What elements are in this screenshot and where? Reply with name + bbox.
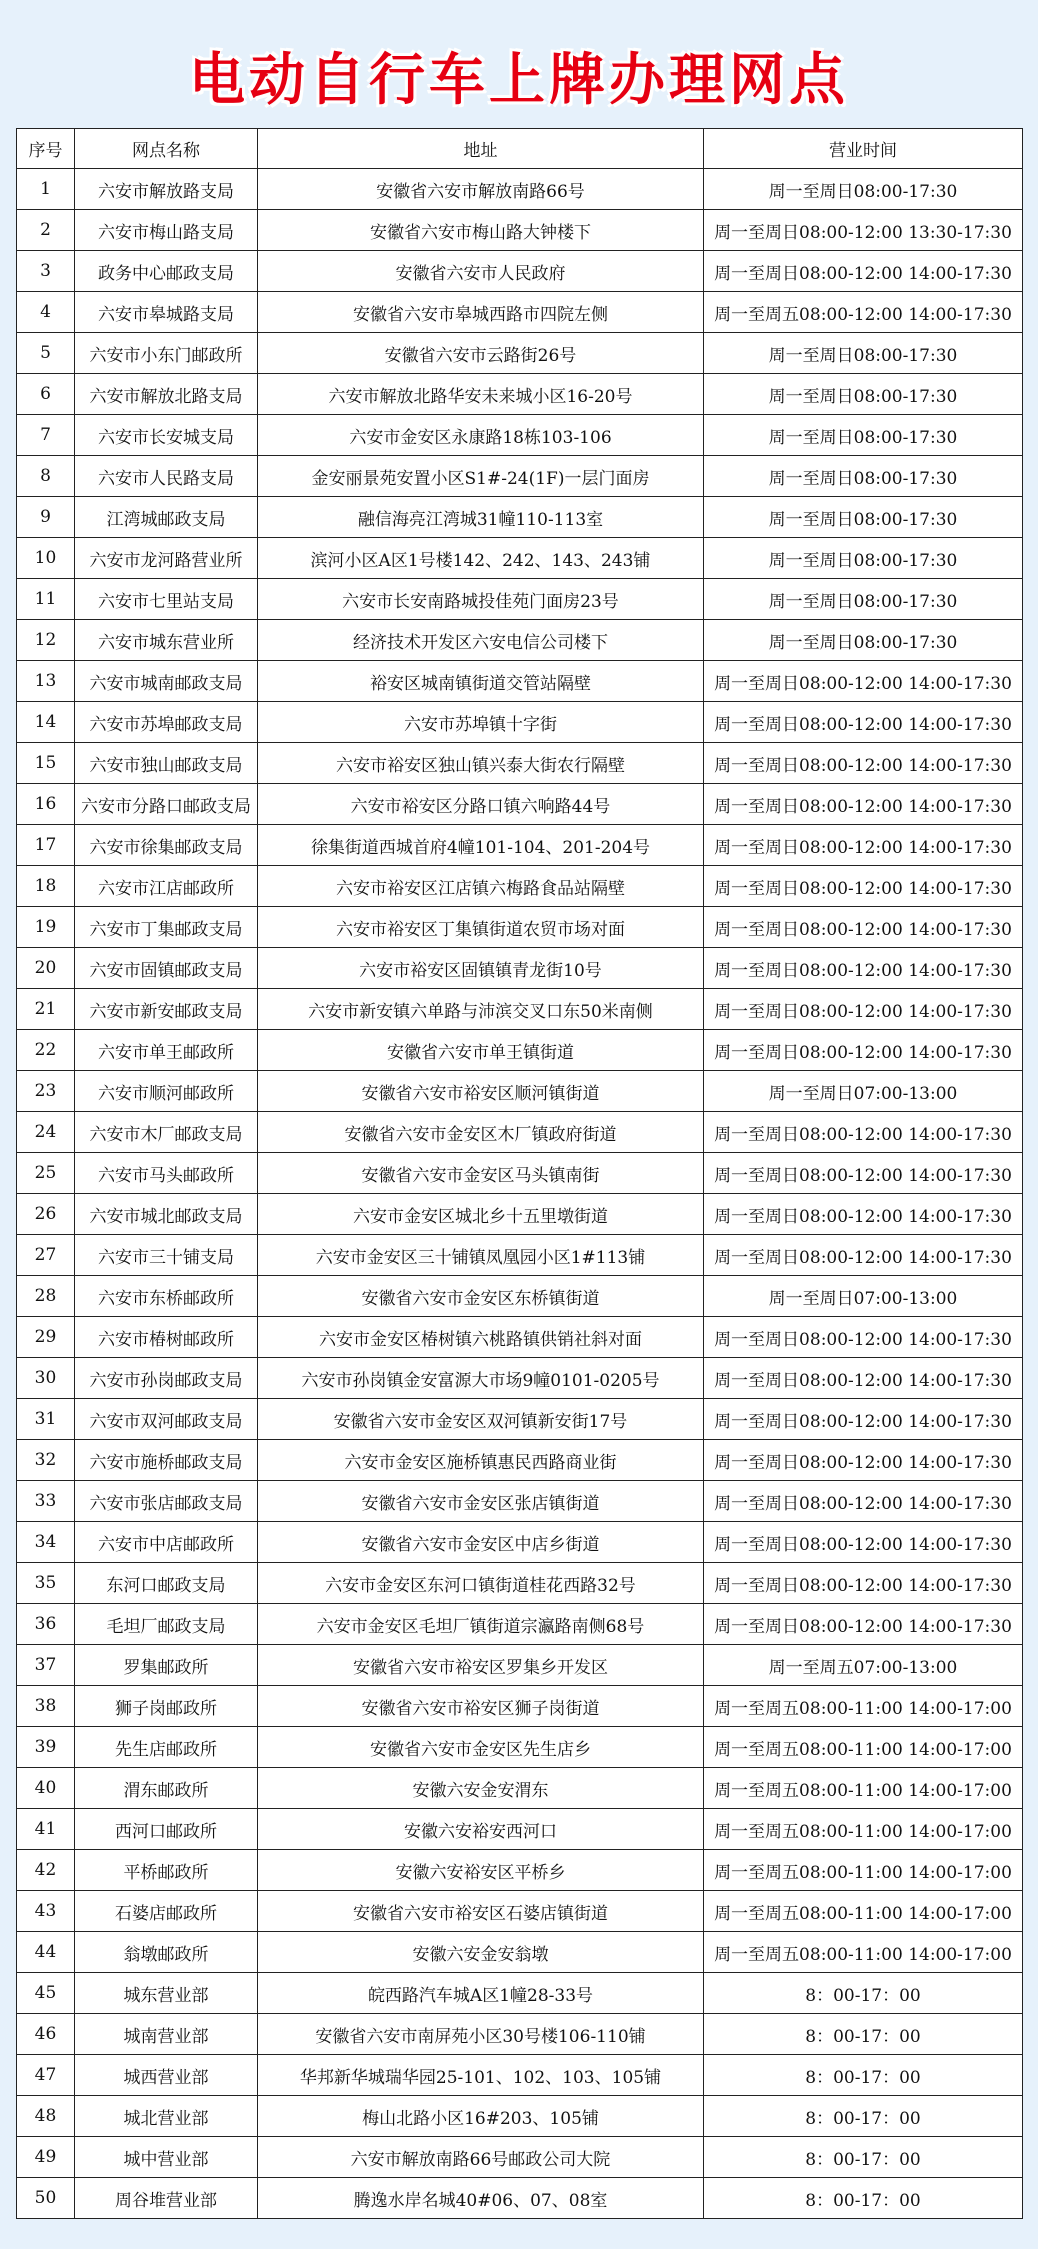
row-address: 安徽六安金安翁墩 — [258, 1932, 704, 1973]
row-outlet-name: 城南营业部 — [75, 2014, 258, 2055]
row-index: 11 — [17, 579, 75, 620]
row-outlet-name: 六安市单王邮政所 — [75, 1030, 258, 1071]
row-address: 安徽六安裕安西河口 — [258, 1809, 704, 1850]
table-row — [17, 210, 1023, 251]
row-address: 安徽省六安市金安区东桥镇街道 — [258, 1276, 704, 1317]
table-row — [17, 1604, 1023, 1645]
row-outlet-name: 罗集邮政所 — [75, 1645, 258, 1686]
table-row — [17, 1522, 1023, 1563]
row-outlet-name: 六安市江店邮政所 — [75, 866, 258, 907]
row-index: 10 — [17, 538, 75, 579]
table-row — [17, 1563, 1023, 1604]
row-hours: 周一至周日08:00-12:00 14:00-17:30 — [704, 907, 1023, 948]
row-index: 27 — [17, 1235, 75, 1276]
header-hours: 营业时间 — [704, 129, 1023, 169]
row-outlet-name: 翁墩邮政所 — [75, 1932, 258, 1973]
row-index: 25 — [17, 1153, 75, 1194]
row-outlet-name: 六安市固镇邮政支局 — [75, 948, 258, 989]
row-hours: 周一至周日08:00-17:30 — [704, 456, 1023, 497]
row-hours: 周一至周日08:00-12:00 14:00-17:30 — [704, 989, 1023, 1030]
row-address: 安徽省六安市皋城西路市四院左侧 — [258, 292, 704, 333]
table-row — [17, 620, 1023, 661]
row-hours: 周一至周日08:00-17:30 — [704, 620, 1023, 661]
table-row — [17, 907, 1023, 948]
row-outlet-name: 六安市中店邮政所 — [75, 1522, 258, 1563]
row-hours: 周一至周五08:00-11:00 14:00-17:00 — [704, 1891, 1023, 1932]
row-hours: 周一至周日08:00-12:00 14:00-17:30 — [704, 866, 1023, 907]
row-hours: 8：00-17：00 — [704, 2014, 1023, 2055]
table-row — [17, 1645, 1023, 1686]
row-index: 1 — [17, 169, 75, 210]
table-row — [17, 2137, 1023, 2178]
row-outlet-name: 六安市椿树邮政所 — [75, 1317, 258, 1358]
row-hours: 周一至周日08:00-12:00 14:00-17:30 — [704, 1481, 1023, 1522]
row-index: 23 — [17, 1071, 75, 1112]
table-row — [17, 2055, 1023, 2096]
table-row — [17, 866, 1023, 907]
row-outlet-name: 六安市解放路支局 — [75, 169, 258, 210]
table-row — [17, 1850, 1023, 1891]
table-row — [17, 1112, 1023, 1153]
row-index: 44 — [17, 1932, 75, 1973]
row-address: 安徽省六安市梅山路大钟楼下 — [258, 210, 704, 251]
row-address: 经济技术开发区六安电信公司楼下 — [258, 620, 704, 661]
table-row — [17, 784, 1023, 825]
row-address: 安徽省六安市裕安区石婆店镇街道 — [258, 1891, 704, 1932]
row-index: 19 — [17, 907, 75, 948]
table-row — [17, 415, 1023, 456]
row-address: 六安市金安区施桥镇惠民西路商业街 — [258, 1440, 704, 1481]
row-hours: 周一至周日08:00-12:00 14:00-17:30 — [704, 1235, 1023, 1276]
table-row — [17, 251, 1023, 292]
table-row — [17, 1891, 1023, 1932]
row-outlet-name: 先生店邮政所 — [75, 1727, 258, 1768]
row-hours: 8：00-17：00 — [704, 2096, 1023, 2137]
row-index: 45 — [17, 1973, 75, 2014]
row-outlet-name: 六安市双河邮政支局 — [75, 1399, 258, 1440]
row-outlet-name: 六安市皋城路支局 — [75, 292, 258, 333]
row-outlet-name: 毛坦厂邮政支局 — [75, 1604, 258, 1645]
row-index: 38 — [17, 1686, 75, 1727]
row-outlet-name: 石婆店邮政所 — [75, 1891, 258, 1932]
row-address: 六安市裕安区固镇镇青龙街10号 — [258, 948, 704, 989]
row-address: 安徽省六安市金安区中店乡街道 — [258, 1522, 704, 1563]
row-outlet-name: 六安市张店邮政支局 — [75, 1481, 258, 1522]
row-hours: 周一至周日08:00-17:30 — [704, 169, 1023, 210]
row-hours: 8：00-17：00 — [704, 1973, 1023, 2014]
row-hours: 周一至周五08:00-11:00 14:00-17:00 — [704, 1932, 1023, 1973]
row-hours: 周一至周日08:00-17:30 — [704, 374, 1023, 415]
row-address: 安徽省六安市裕安区狮子岗街道 — [258, 1686, 704, 1727]
row-index: 32 — [17, 1440, 75, 1481]
row-index: 41 — [17, 1809, 75, 1850]
row-outlet-name: 六安市龙河路营业所 — [75, 538, 258, 579]
table-row — [17, 1071, 1023, 1112]
row-outlet-name: 平桥邮政所 — [75, 1850, 258, 1891]
row-hours: 周一至周日08:00-12:00 14:00-17:30 — [704, 1604, 1023, 1645]
row-hours: 周一至周五08:00-11:00 14:00-17:00 — [704, 1768, 1023, 1809]
row-address: 安徽省六安市金安区双河镇新安街17号 — [258, 1399, 704, 1440]
row-hours: 周一至周日08:00-12:00 14:00-17:30 — [704, 825, 1023, 866]
table-row — [17, 825, 1023, 866]
row-outlet-name: 六安市顺河邮政所 — [75, 1071, 258, 1112]
row-hours: 周一至周五07:00-13:00 — [704, 1645, 1023, 1686]
row-index: 46 — [17, 2014, 75, 2055]
row-index: 16 — [17, 784, 75, 825]
row-address: 安徽省六安市云路街26号 — [258, 333, 704, 374]
row-index: 6 — [17, 374, 75, 415]
row-outlet-name: 六安市马头邮政所 — [75, 1153, 258, 1194]
table-row — [17, 1809, 1023, 1850]
row-outlet-name: 六安市苏埠邮政支局 — [75, 702, 258, 743]
row-address: 安徽省六安市金安区张店镇街道 — [258, 1481, 704, 1522]
row-address: 安徽省六安市单王镇街道 — [258, 1030, 704, 1071]
table-row — [17, 989, 1023, 1030]
row-address: 安徽省六安市裕安区顺河镇街道 — [258, 1071, 704, 1112]
row-index: 17 — [17, 825, 75, 866]
row-address: 腾逸水岸名城40#06、07、08室 — [258, 2178, 704, 2219]
row-hours: 周一至周日08:00-12:00 14:00-17:30 — [704, 784, 1023, 825]
row-address: 安徽省六安市金安区马头镇南街 — [258, 1153, 704, 1194]
row-outlet-name: 江湾城邮政支局 — [75, 497, 258, 538]
row-outlet-name: 六安市丁集邮政支局 — [75, 907, 258, 948]
row-outlet-name: 六安市独山邮政支局 — [75, 743, 258, 784]
table-row — [17, 1399, 1023, 1440]
table-row — [17, 579, 1023, 620]
row-index: 35 — [17, 1563, 75, 1604]
table-row — [17, 333, 1023, 374]
table-row — [17, 1358, 1023, 1399]
row-address: 融信海亮江湾城31幢110-113室 — [258, 497, 704, 538]
row-address: 六安市孙岗镇金安富源大市场9幢0101-0205号 — [258, 1358, 704, 1399]
row-hours: 周一至周日08:00-12:00 14:00-17:30 — [704, 1112, 1023, 1153]
row-outlet-name: 六安市小东门邮政所 — [75, 333, 258, 374]
row-outlet-name: 六安市梅山路支局 — [75, 210, 258, 251]
row-index: 29 — [17, 1317, 75, 1358]
row-address: 安徽六安金安渭东 — [258, 1768, 704, 1809]
row-address: 六安市裕安区丁集镇街道农贸市场对面 — [258, 907, 704, 948]
row-outlet-name: 渭东邮政所 — [75, 1768, 258, 1809]
table-row — [17, 948, 1023, 989]
table-row — [17, 1768, 1023, 1809]
row-hours: 周一至周日08:00-12:00 14:00-17:30 — [704, 1317, 1023, 1358]
row-index: 34 — [17, 1522, 75, 1563]
row-address: 安徽省六安市金安区木厂镇政府街道 — [258, 1112, 704, 1153]
row-index: 47 — [17, 2055, 75, 2096]
row-index: 48 — [17, 2096, 75, 2137]
row-hours: 周一至周日07:00-13:00 — [704, 1276, 1023, 1317]
row-outlet-name: 六安市新安邮政支局 — [75, 989, 258, 1030]
row-hours: 周一至周日08:00-12:00 14:00-17:30 — [704, 1153, 1023, 1194]
table-row — [17, 1932, 1023, 1973]
row-index: 18 — [17, 866, 75, 907]
row-hours: 周一至周日08:00-12:00 14:00-17:30 — [704, 948, 1023, 989]
row-outlet-name: 六安市三十铺支局 — [75, 1235, 258, 1276]
row-hours: 8：00-17：00 — [704, 2055, 1023, 2096]
row-address: 六安市裕安区分路口镇六响路44号 — [258, 784, 704, 825]
table-row — [17, 538, 1023, 579]
table-row — [17, 1153, 1023, 1194]
row-outlet-name: 政务中心邮政支局 — [75, 251, 258, 292]
row-hours: 8：00-17：00 — [704, 2178, 1023, 2219]
row-outlet-name: 西河口邮政所 — [75, 1809, 258, 1850]
outlet-table — [16, 128, 1023, 2219]
table-row — [17, 497, 1023, 538]
row-index: 9 — [17, 497, 75, 538]
table-row — [17, 292, 1023, 333]
row-index: 20 — [17, 948, 75, 989]
row-outlet-name: 城中营业部 — [75, 2137, 258, 2178]
row-hours: 周一至周五08:00-12:00 14:00-17:30 — [704, 292, 1023, 333]
row-outlet-name: 六安市孙岗邮政支局 — [75, 1358, 258, 1399]
row-index: 12 — [17, 620, 75, 661]
table-row — [17, 2178, 1023, 2219]
row-hours: 周一至周日08:00-17:30 — [704, 579, 1023, 620]
table-row — [17, 1317, 1023, 1358]
row-hours: 周一至周日08:00-12:00 14:00-17:30 — [704, 1563, 1023, 1604]
row-hours: 周一至周日08:00-17:30 — [704, 538, 1023, 579]
row-address: 徐集街道西城首府4幢101-104、201-204号 — [258, 825, 704, 866]
row-outlet-name: 六安市木厂邮政支局 — [75, 1112, 258, 1153]
row-outlet-name: 六安市城南邮政支局 — [75, 661, 258, 702]
row-address: 六安市金安区椿树镇六桃路镇供销社斜对面 — [258, 1317, 704, 1358]
table-row — [17, 1481, 1023, 1522]
header-name: 网点名称 — [75, 129, 258, 169]
row-address: 安徽省六安市南屏苑小区30号楼106-110铺 — [258, 2014, 704, 2055]
row-outlet-name: 周谷堆营业部 — [75, 2178, 258, 2219]
row-address: 六安市苏埠镇十字街 — [258, 702, 704, 743]
header-index: 序号 — [17, 129, 75, 169]
row-hours: 周一至周五08:00-11:00 14:00-17:00 — [704, 1809, 1023, 1850]
table-row — [17, 1440, 1023, 1481]
table-row — [17, 743, 1023, 784]
row-outlet-name: 六安市城东营业所 — [75, 620, 258, 661]
row-address: 六安市裕安区江店镇六梅路食品站隔壁 — [258, 866, 704, 907]
row-outlet-name: 狮子岗邮政所 — [75, 1686, 258, 1727]
row-outlet-name: 六安市长安城支局 — [75, 415, 258, 456]
row-outlet-name: 城西营业部 — [75, 2055, 258, 2096]
table-row — [17, 661, 1023, 702]
row-address: 安徽省六安市解放南路66号 — [258, 169, 704, 210]
table-row — [17, 1686, 1023, 1727]
row-address: 金安丽景苑安置小区S1#-24(1F)一层门面房 — [258, 456, 704, 497]
row-outlet-name: 城北营业部 — [75, 2096, 258, 2137]
row-index: 8 — [17, 456, 75, 497]
table-row — [17, 1030, 1023, 1071]
row-address: 六安市金安区三十铺镇凤凰园小区1#113铺 — [258, 1235, 704, 1276]
row-address: 六安市金安区城北乡十五里墩街道 — [258, 1194, 704, 1235]
row-index: 14 — [17, 702, 75, 743]
row-hours: 周一至周日08:00-12:00 14:00-17:30 — [704, 251, 1023, 292]
row-hours: 8：00-17：00 — [704, 2137, 1023, 2178]
row-address: 六安市裕安区独山镇兴泰大街农行隔壁 — [258, 743, 704, 784]
row-outlet-name: 六安市施桥邮政支局 — [75, 1440, 258, 1481]
row-index: 40 — [17, 1768, 75, 1809]
table-row — [17, 456, 1023, 497]
table-row — [17, 1973, 1023, 2014]
row-index: 42 — [17, 1850, 75, 1891]
row-address: 安徽省六安市人民政府 — [258, 251, 704, 292]
row-address: 六安市新安镇六单路与沛滨交叉口东50米南侧 — [258, 989, 704, 1030]
row-address: 六安市金安区东河口镇街道桂花西路32号 — [258, 1563, 704, 1604]
row-address: 皖西路汽车城A区1幢28-33号 — [258, 1973, 704, 2014]
row-address: 安徽六安裕安区平桥乡 — [258, 1850, 704, 1891]
row-hours: 周一至周日08:00-12:00 14:00-17:30 — [704, 743, 1023, 784]
row-index: 26 — [17, 1194, 75, 1235]
table-row — [17, 2096, 1023, 2137]
row-index: 5 — [17, 333, 75, 374]
row-hours: 周一至周日08:00-17:30 — [704, 497, 1023, 538]
row-hours: 周一至周日08:00-12:00 14:00-17:30 — [704, 1030, 1023, 1071]
row-address: 安徽省六安市金安区先生店乡 — [258, 1727, 704, 1768]
row-index: 50 — [17, 2178, 75, 2219]
row-index: 24 — [17, 1112, 75, 1153]
row-address: 六安市解放北路华安未来城小区16-20号 — [258, 374, 704, 415]
table-body — [17, 169, 1023, 2219]
row-outlet-name: 六安市徐集邮政支局 — [75, 825, 258, 866]
row-outlet-name: 六安市分路口邮政支局 — [75, 784, 258, 825]
row-index: 2 — [17, 210, 75, 251]
table-row — [17, 1194, 1023, 1235]
row-outlet-name: 六安市城北邮政支局 — [75, 1194, 258, 1235]
row-address: 梅山北路小区16#203、105铺 — [258, 2096, 704, 2137]
table-row — [17, 169, 1023, 210]
row-outlet-name: 东河口邮政支局 — [75, 1563, 258, 1604]
table-row — [17, 702, 1023, 743]
row-hours: 周一至周日08:00-12:00 14:00-17:30 — [704, 702, 1023, 743]
row-index: 30 — [17, 1358, 75, 1399]
row-hours: 周一至周五08:00-11:00 14:00-17:00 — [704, 1850, 1023, 1891]
row-hours: 周一至周日08:00-17:30 — [704, 333, 1023, 374]
row-index: 39 — [17, 1727, 75, 1768]
row-outlet-name: 六安市七里站支局 — [75, 579, 258, 620]
row-address: 滨河小区A区1号楼142、242、143、243铺 — [258, 538, 704, 579]
row-address: 六安市金安区永康路18栋103-106 — [258, 415, 704, 456]
header-address: 地址 — [258, 129, 704, 169]
table-row — [17, 374, 1023, 415]
table-row — [17, 2014, 1023, 2055]
row-index: 33 — [17, 1481, 75, 1522]
row-index: 21 — [17, 989, 75, 1030]
row-hours: 周一至周日08:00-12:00 14:00-17:30 — [704, 1358, 1023, 1399]
row-address: 六安市金安区毛坦厂镇街道宗瀛路南侧68号 — [258, 1604, 704, 1645]
row-hours: 周一至周日08:00-12:00 14:00-17:30 — [704, 1399, 1023, 1440]
row-outlet-name: 六安市人民路支局 — [75, 456, 258, 497]
row-index: 3 — [17, 251, 75, 292]
row-index: 37 — [17, 1645, 75, 1686]
row-hours: 周一至周五08:00-11:00 14:00-17:00 — [704, 1686, 1023, 1727]
row-index: 4 — [17, 292, 75, 333]
row-address: 六安市解放南路66号邮政公司大院 — [258, 2137, 704, 2178]
row-hours: 周一至周日08:00-17:30 — [704, 415, 1023, 456]
row-index: 7 — [17, 415, 75, 456]
row-outlet-name: 城东营业部 — [75, 1973, 258, 2014]
row-address: 裕安区城南镇街道交管站隔壁 — [258, 661, 704, 702]
row-address: 六安市长安南路城投佳苑门面房23号 — [258, 579, 704, 620]
row-index: 36 — [17, 1604, 75, 1645]
page-title: 电动自行车上牌办理网点 — [189, 48, 849, 113]
table-row — [17, 1727, 1023, 1768]
row-hours: 周一至周日08:00-12:00 13:30-17:30 — [704, 210, 1023, 251]
table-header-row — [17, 129, 1023, 169]
row-outlet-name: 六安市东桥邮政所 — [75, 1276, 258, 1317]
row-address: 安徽省六安市裕安区罗集乡开发区 — [258, 1645, 704, 1686]
row-address: 华邦新华城瑞华园25-101、102、103、105铺 — [258, 2055, 704, 2096]
row-index: 22 — [17, 1030, 75, 1071]
row-index: 15 — [17, 743, 75, 784]
row-hours: 周一至周日08:00-12:00 14:00-17:30 — [704, 1440, 1023, 1481]
row-index: 49 — [17, 2137, 75, 2178]
row-hours: 周一至周日07:00-13:00 — [704, 1071, 1023, 1112]
row-hours: 周一至周日08:00-12:00 14:00-17:30 — [704, 661, 1023, 702]
row-hours: 周一至周日08:00-12:00 14:00-17:30 — [704, 1194, 1023, 1235]
row-index: 28 — [17, 1276, 75, 1317]
row-index: 31 — [17, 1399, 75, 1440]
row-hours: 周一至周五08:00-11:00 14:00-17:00 — [704, 1727, 1023, 1768]
table-row — [17, 1235, 1023, 1276]
row-outlet-name: 六安市解放北路支局 — [75, 374, 258, 415]
table-row — [17, 1276, 1023, 1317]
row-hours: 周一至周日08:00-12:00 14:00-17:30 — [704, 1522, 1023, 1563]
row-index: 43 — [17, 1891, 75, 1932]
row-index: 13 — [17, 661, 75, 702]
